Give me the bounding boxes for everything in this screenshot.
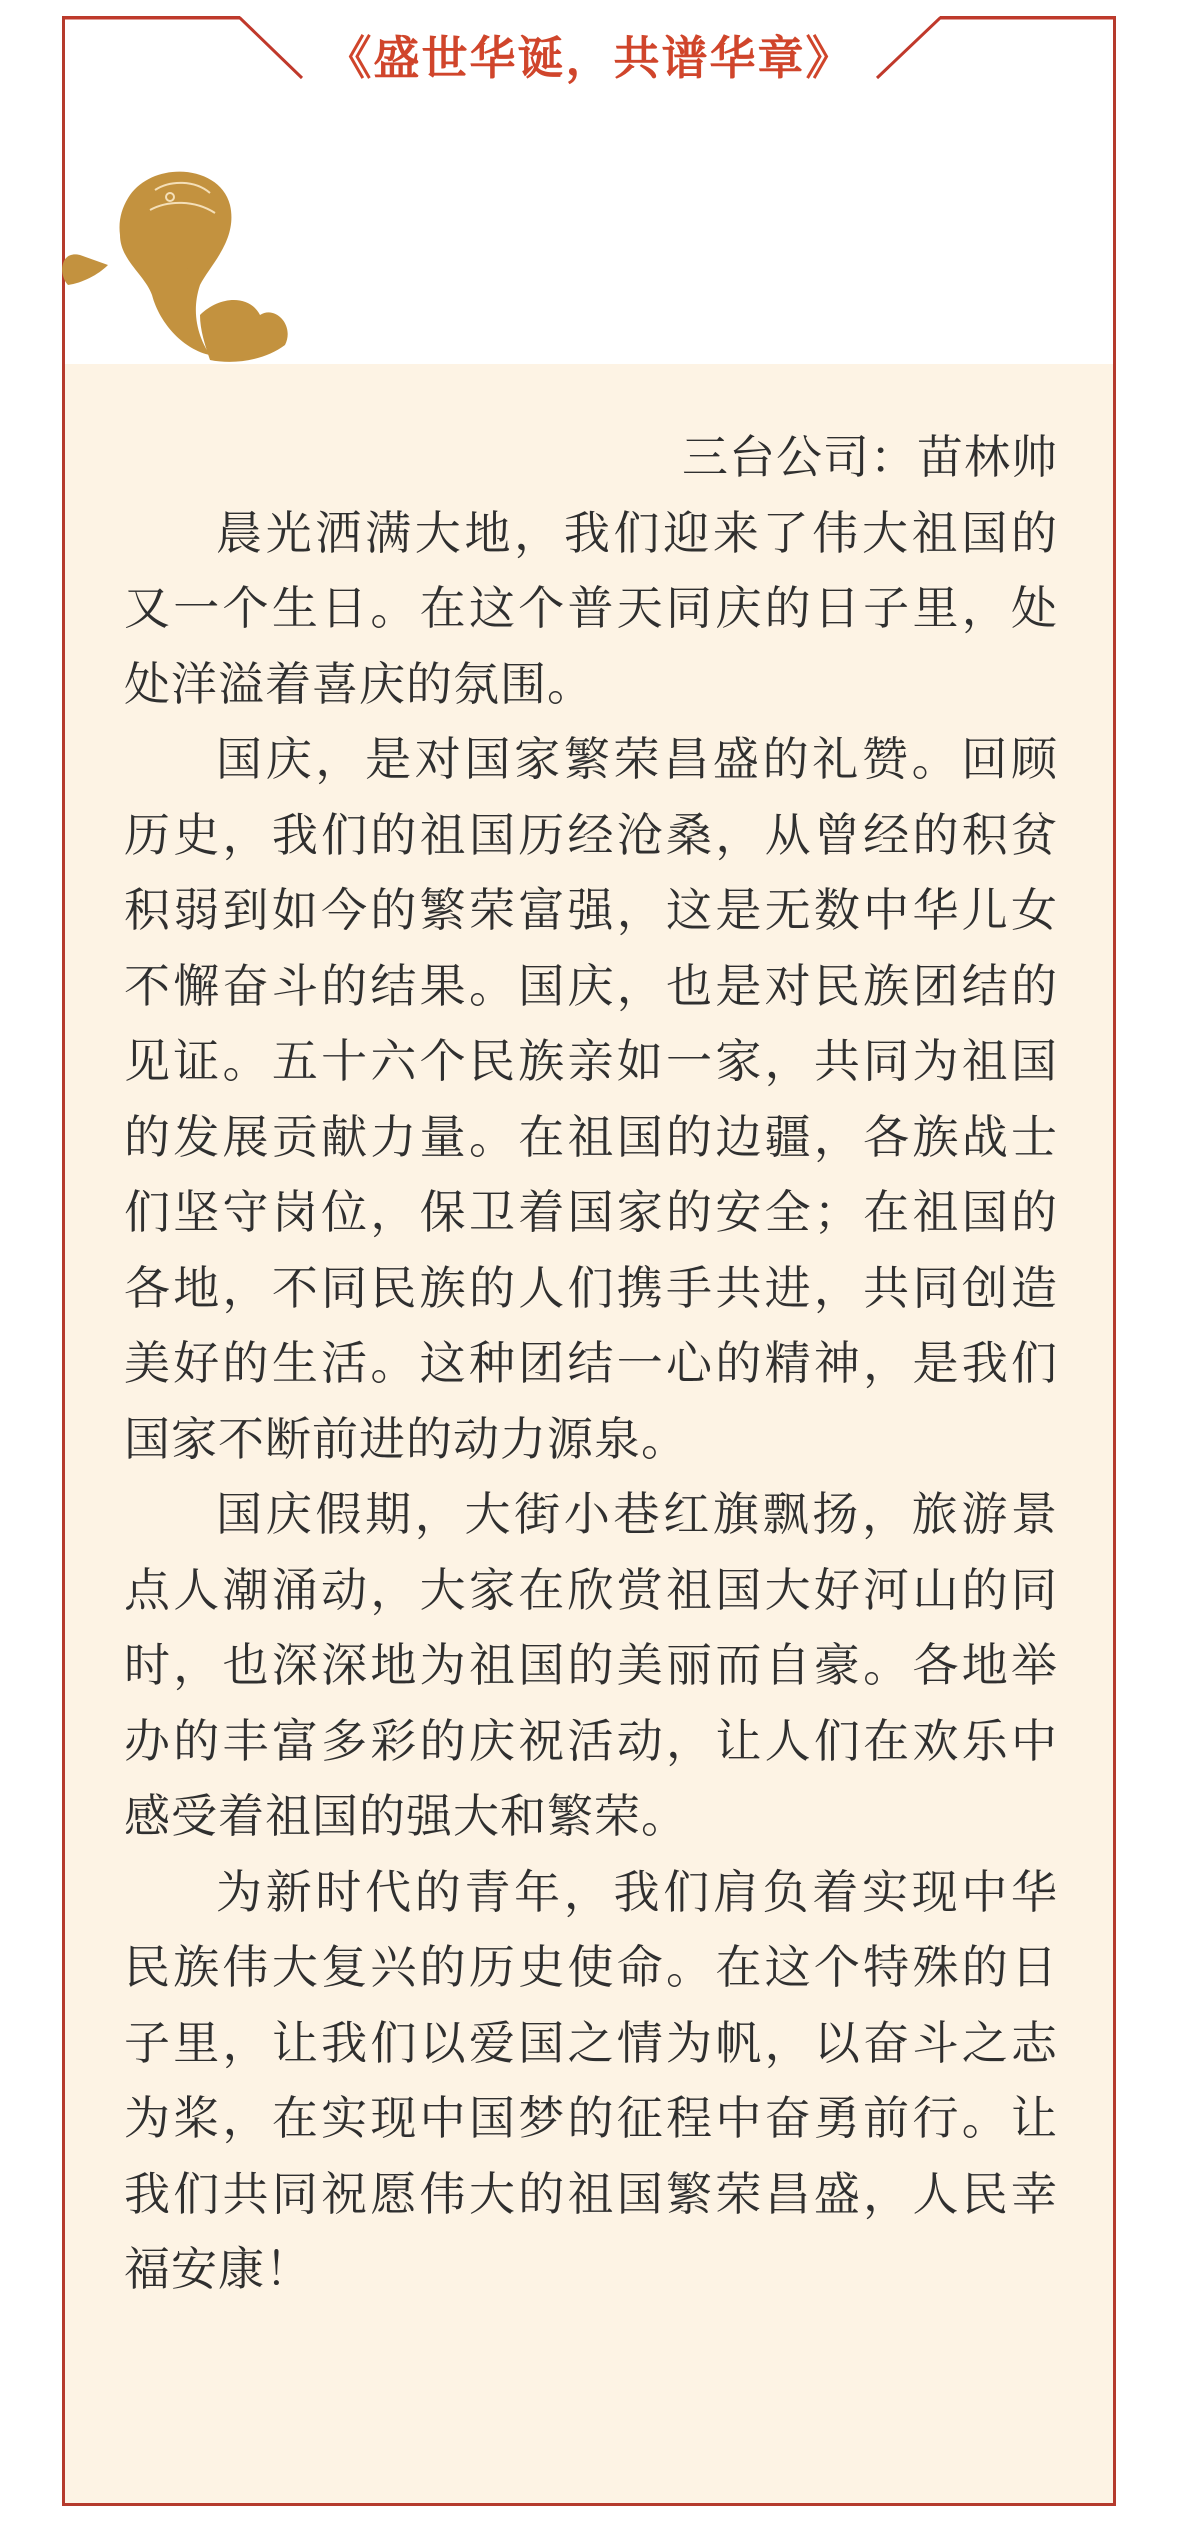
article-paragraph-3: 国庆假期，大街小巷红旗飘扬，旅游景点人潮涌动，大家在欣赏祖国大好河山的同时，也深深地为祖国的美丽而自豪。各地举办的丰富多彩的庆祝活动，让人们在欢乐中感受着祖国的强大和繁荣。 [124,1487,1058,1843]
article-author: 三台公司：苗林帅 [682,430,1058,484]
article-paragraph-1: 晨光洒满大地，我们迎来了伟大祖国的又一个生日。在这个普天同庆的日子里，处处洋溢着喜庆的氛围。 [124,505,1058,711]
koi-fish-icon [60,165,300,375]
page-title: 《盛世华诞，共谱华章》 [325,31,854,85]
article-paragraph-4: 为新时代的青年，我们肩负着实现中华民族伟大复兴的历史使命。在这个特殊的日子里，让我们以爱国之情为帆，以奋斗之志为桨，在实现中国梦的征程中奋勇前行。让我们共同祝愿伟大的祖国繁荣昌盛，人民幸福安康！ [124,1864,1058,2296]
article-body [124,420,1058,2308]
article-paragraph-2: 国庆，是对国家繁荣昌盛的礼赞。回顾历史，我们的祖国历经沧桑，从曾经的积贫积弱到如今的繁荣富强，这是无数中华儿女不懈奋斗的结果。国庆，也是对民族团结的见证。五十六个民族亲如一家，共同为祖国的发展贡献力量。在祖国的边疆，各族战士们坚守岗位，保卫着国家的安全；在祖国的各地，不同民族的人们携手共进，共同创造美好的生活。这种团结一心的精神，是我们国家不断前进的动力源泉。 [124,732,1058,1466]
